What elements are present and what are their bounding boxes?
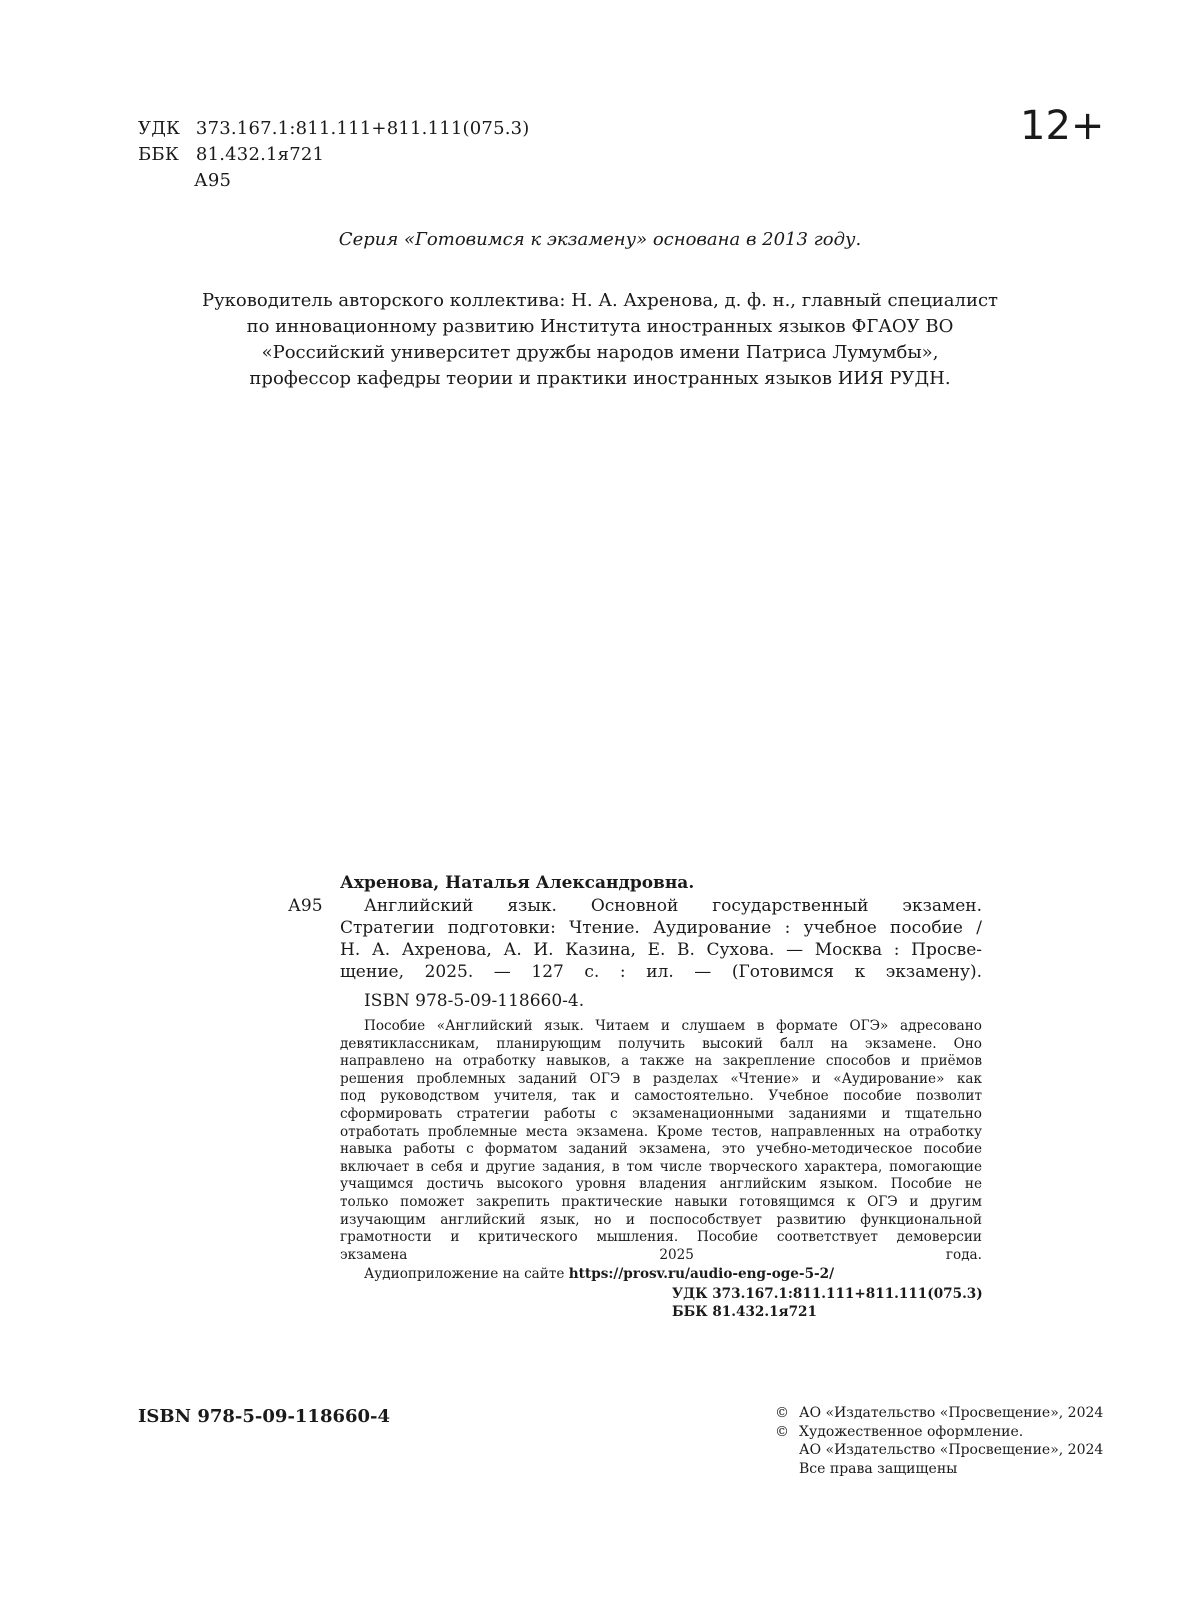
rights-reserved: Все права защищены (799, 1460, 958, 1477)
udk-row (138, 116, 530, 142)
age-rating: 12+ (1020, 103, 1105, 149)
card-author: Ахренова, Наталья Александровна. (340, 873, 695, 893)
copyright-line (775, 1423, 1103, 1442)
audio-url-link[interactable]: https://prosv.ru/audio-eng-oge-5-2/ (568, 1266, 835, 1282)
annotation-line: изучающим английский язык, но и поспособствует развитию функциональной (340, 1211, 982, 1228)
annotation-line: сформировать стратегии работы с экзаменационными заданиями и тщательно (340, 1105, 982, 1122)
annotation-line: включает в себя и другие задания, в том числе творческого характера, помогающие (340, 1158, 982, 1175)
copyright-publisher: АО «Издательство «Просвещение», 2024 (799, 1405, 1104, 1421)
annotation-line: грамотности и критического мышления. Пособие соответствует демоверсии (340, 1229, 982, 1246)
udk-value: 373.167.1:811.111+811.111(075.3) (195, 118, 530, 139)
author-sign: А95 (194, 170, 232, 191)
copyright-design: Художественное оформление. (799, 1423, 1024, 1440)
card-line: Стратегии подготовки: Чтение. Аудирование : учебное пособие / (340, 918, 982, 938)
udk-label: УДК (138, 118, 181, 139)
audio-supplement (364, 1265, 834, 1283)
annotation-line: экзамена 2025 года. (340, 1246, 982, 1263)
card-description (340, 895, 982, 983)
annotation (340, 1018, 982, 1264)
card-line: щение, 2025. — 127 с. : ил. — (Готовимся к экзамену). (340, 962, 982, 982)
leader-line: Руководитель авторского коллектива: Н. А. Ахренова, д. ф. н., главный специалист (201, 290, 999, 311)
annotation-line: Пособие «Английский язык. Читаем и слушаем в формате ОГЭ» адресовано (364, 1018, 982, 1034)
footer-isbn: ISBN 978-5-09-118660-4 (138, 1406, 391, 1427)
copyright-block (775, 1404, 1103, 1478)
card-line: Н. А. Ахренова, А. И. Казина, Е. В. Сухова. — Москва : Просве- (340, 940, 982, 960)
bbk-label: ББК (138, 144, 179, 165)
bbk-row (138, 142, 530, 168)
leader-line: «Российский университет дружбы народов имени Патриса Лумумбы», (261, 342, 939, 363)
annotation-line: под руководством учителя, так и самостоятельно. Учебное пособие позволит (340, 1088, 982, 1105)
udc-block (138, 116, 530, 194)
copyright-line (775, 1404, 1103, 1423)
author-team-leader (0, 288, 1200, 392)
annotation-line: навыка работы с форматом заданий экзамена, это учебно-методическое пособие (340, 1141, 982, 1158)
annotation-line: направлено на отработку навыков, а также на закрепление способов и приёмов (340, 1053, 982, 1070)
annotation-line: решения проблемных заданий ОГЭ в разделах «Чтение» и «Аудирование» как (340, 1070, 982, 1087)
annotation-line: только поможет закрепить практические навыки готовящимся к ОГЭ и другим (340, 1193, 982, 1210)
series-note: Серия «Готовимся к экзамену» основана в 2013 году. (338, 229, 862, 250)
card-bbk: ББК 81.432.1я721 (672, 1304, 817, 1320)
card-isbn: ISBN 978-5-09-118660-4. (364, 991, 585, 1011)
card-udk: УДК 373.167.1:811.111+811.111(075.3) (672, 1286, 983, 1302)
copyright-icon: © (775, 1423, 789, 1440)
copyright-design-publisher: АО «Издательство «Просвещение», 2024 (799, 1442, 1104, 1458)
card-author-sign: А95 (288, 896, 323, 916)
bbk-value: 81.432.1я721 (195, 144, 325, 165)
card-line: Английский язык. Основной государственный экзамен. (364, 896, 982, 916)
leader-line: профессор кафедры теории и практики иностранных языков ИИЯ РУДН. (249, 368, 951, 389)
annotation-line: учащимся достичь высокого уровня владения английским языком. Пособие не (340, 1176, 982, 1193)
copyright-icon: © (775, 1405, 789, 1421)
audio-label: Аудиоприложение на сайте (364, 1266, 565, 1282)
leader-line: по инновационному развитию Института иностранных языков ФГАОУ ВО (246, 316, 954, 337)
annotation-line: отработать проблемные места экзамена. Кроме тестов, направленных на отработку (340, 1123, 982, 1140)
annotation-line: девятиклассникам, планирующим получить высокий балл на экзамене. Оно (340, 1035, 982, 1052)
card-udc (672, 1285, 983, 1321)
